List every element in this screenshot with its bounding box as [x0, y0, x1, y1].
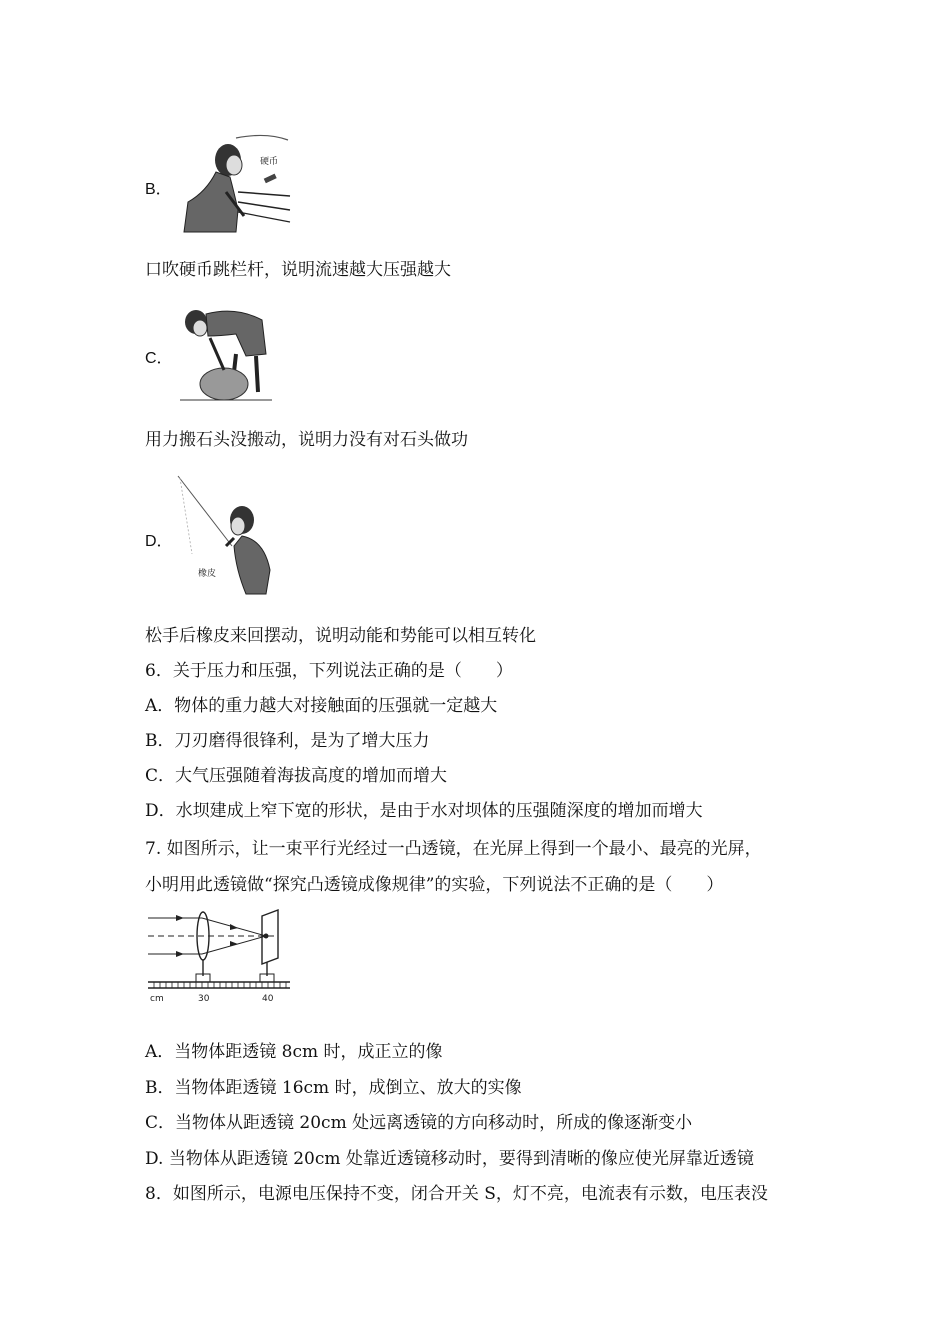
coin-blowing-figure	[176, 132, 292, 238]
q8-stem-line1: 8．如图所示，电源电压保持不变，闭合开关 S，灯不亮，电流表有示数，电压表没	[145, 1184, 768, 1204]
q6-option-d: D．水坝建成上窄下宽的形状，是由于水对坝体的压强随深度的增加而增大	[145, 801, 703, 821]
option-d-caption: 松手后橡皮来回摆动，说明动能和势能可以相互转化	[145, 626, 536, 646]
ruler-unit: cm	[150, 994, 164, 1004]
option-c-caption: 用力搬石头没搬动，说明力没有对石头做功	[145, 430, 468, 450]
q7-option-b: B．当物体距透镜 16cm 时，成倒立、放大的实像	[145, 1078, 522, 1098]
q6-option-a: A．物体的重力越大对接触面的压强就一定越大	[145, 696, 498, 716]
eraser-label: 橡皮	[198, 569, 217, 579]
option-c-letter: C．	[145, 350, 173, 367]
pendulum-eraser-figure	[176, 474, 280, 602]
ruler-tick-30: 30	[198, 994, 210, 1004]
q6-stem: 6．关于压力和压强，下列说法正确的是（ ）	[145, 661, 513, 681]
option-d-letter: D．	[145, 533, 173, 550]
q7-stem-line2: 小明用此透镜做“探究凸透镜成像规律”的实验，下列说法不正确的是（ ）	[145, 875, 724, 895]
option-b-letter: B．	[145, 181, 172, 198]
q7-option-a: A．当物体距透镜 8cm 时，成正立的像	[145, 1042, 443, 1062]
q7-stem-line1: 7. 如图所示，让一束平行光经过一凸透镜，在光屏上得到一个最小、最亮的光屏，	[145, 839, 762, 859]
q7-option-d: D. 当物体从距透镜 20cm 处靠近透镜移动时，要得到清晰的像应使光屏靠近透镜	[145, 1149, 754, 1169]
convex-lens-diagram	[146, 908, 292, 1004]
q6-option-b: B．刀刃磨得很锋利，是为了增大压力	[145, 731, 430, 751]
coin-label: 硬币	[260, 157, 279, 167]
ruler-tick-40: 40	[262, 994, 274, 1004]
q6-option-c: C．大气压强随着海拔高度的增加而增大	[145, 766, 448, 786]
lifting-stone-figure	[176, 300, 274, 406]
q7-option-c: C．当物体从距透镜 20cm 处远离透镜的方向移动时，所成的像逐渐变小	[145, 1113, 693, 1133]
option-b-caption: 口吹硬币跳栏杆，说明流速越大压强越大	[145, 260, 451, 280]
